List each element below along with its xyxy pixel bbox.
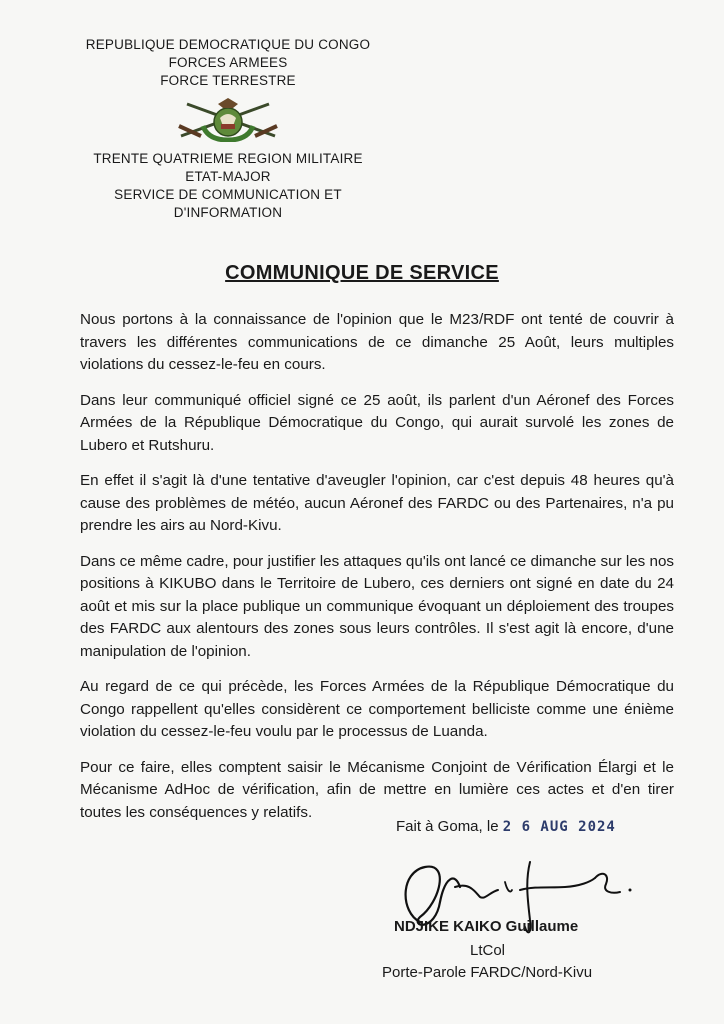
body-paragraph: Nous portons à la connaissance de l'opinion que le M23/RDF ont tenté de couvrir à travers les différentes communications de ce dimanche 25 Août, leurs multiples violations du cessez-le-feu en cours. xyxy=(80,311,674,373)
letterhead-subline: SERVICE DE COMMUNICATION ET xyxy=(114,187,342,202)
letterhead-line: FORCE TERRESTRE xyxy=(160,73,296,88)
fardc-emblem-icon xyxy=(173,96,283,142)
signatory-role: Porte-Parole FARDC/Nord-Kivu xyxy=(382,964,593,981)
signatory-rank: LtCol xyxy=(470,942,506,959)
letterhead-line: REPUBLIQUE DEMOCRATIQUE DU CONGO xyxy=(85,37,371,52)
place-date-line xyxy=(396,818,616,835)
body-paragraph: Dans leur communiqué officiel signé ce 25 août, ils parlent d'un Aéronef des Forces Armées de la République Démocratique du Congo, qui aurait survolé les zones de Lubero et Rutshuru. xyxy=(80,391,674,454)
body-paragraph: Au regard de ce qui précède, les Forces Armées de la République Démocratique du Congo rappellent qu'elles considèrent ce comportement belliciste comme une énième violation du cessez-le-feu voulu par le processus de Luanda. xyxy=(80,678,674,740)
signatory-name: NDJIKE KAIKO Guillaume xyxy=(394,918,579,935)
letterhead-subline: ETAT-MAJOR xyxy=(185,169,271,184)
communique-body xyxy=(80,309,674,837)
body-paragraph: En effet il s'agit là d'une tentative d'aveugler l'opinion, car c'est depuis 48 heures qu'à cause des problèmes de météo, aucun Aéronef des FARDC ou des Partenaires, n'a pu prendre les airs au Nord-Kivu. xyxy=(80,472,674,534)
letterhead-subline: D'INFORMATION xyxy=(173,205,283,220)
document-title: COMMUNIQUE DE SERVICE xyxy=(225,262,499,284)
place-text: Fait à Goma, le xyxy=(396,818,499,835)
handwritten-signature xyxy=(380,842,650,952)
letterhead xyxy=(78,36,378,222)
date-stamp: 2 6 AUG 2024 xyxy=(502,819,616,835)
letterhead-subline: TRENTE QUATRIEME REGION MILITAIRE xyxy=(93,151,363,166)
body-paragraph: Pour ce faire, elles comptent saisir le Mécanisme Conjoint de Vérification Élargi et le Mécanisme AdHoc de vérification, afin de mettre en lumière ces actes et d'en tirer toutes les conséquences y relatifs. xyxy=(80,758,674,821)
body-paragraph: Dans ce même cadre, pour justifier les attaques qu'ils ont lancé ce dimanche sur les nos positions à KIKUBO dans le Territoire de Lubero, ces derniers ont signé en date du 24 août et mis sur la place publique un communique évoquant un déploiement des troupes des FARDC aux alentours des zones sous leurs contrôles. Il s'est agit là encore, d'une manipulation de l'opinion. xyxy=(80,552,674,660)
letterhead-line: FORCES ARMEES xyxy=(168,55,288,70)
